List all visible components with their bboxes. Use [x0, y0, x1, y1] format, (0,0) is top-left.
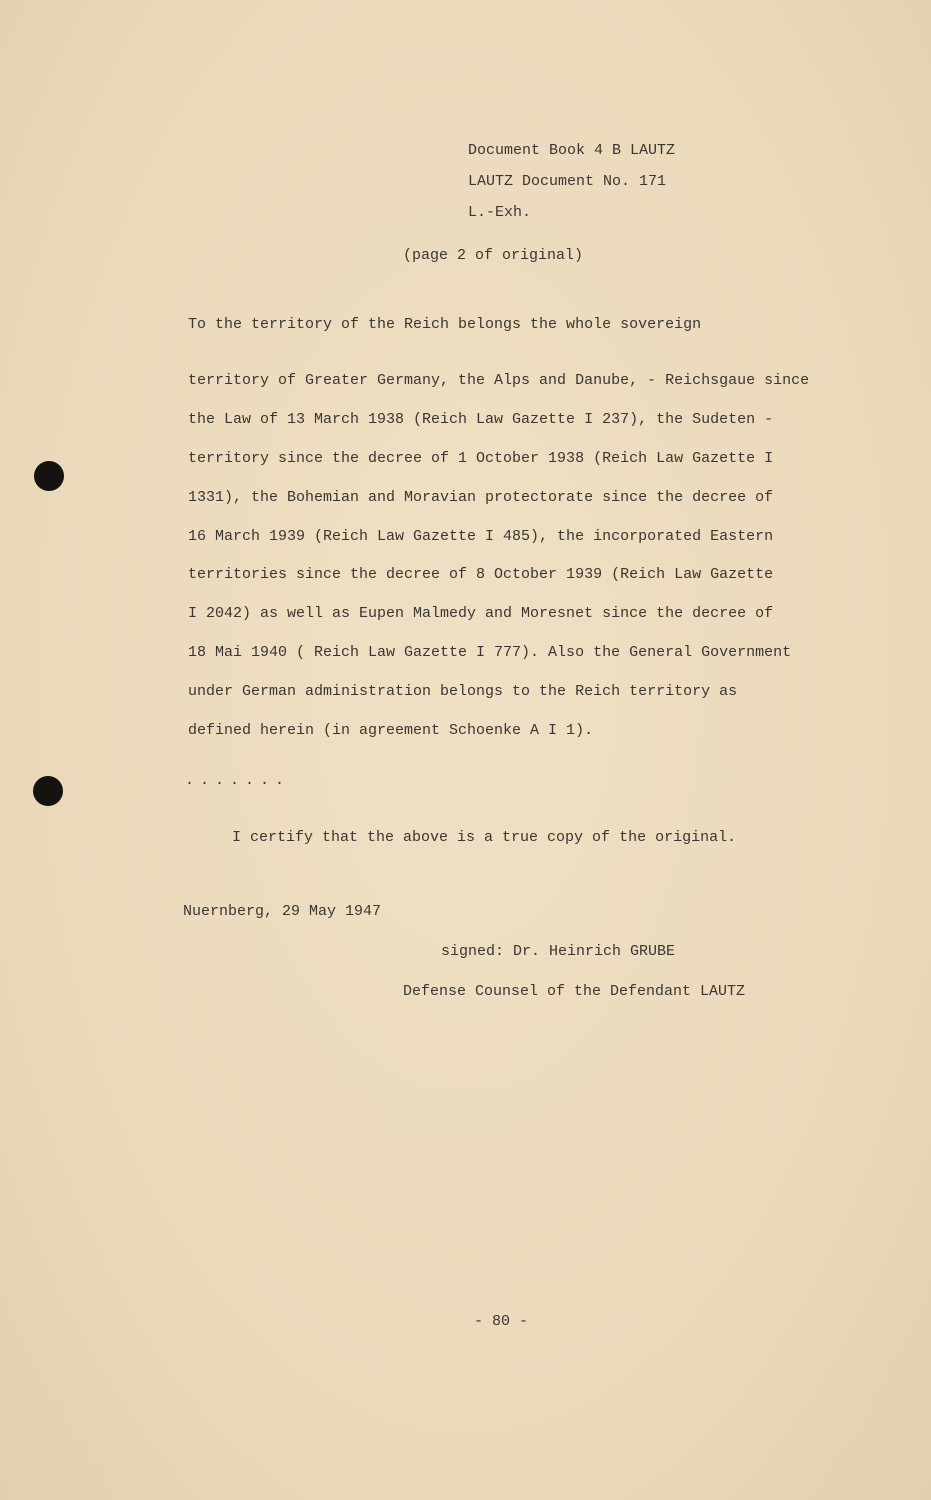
header-document-book: Document Book 4 B LAUTZ — [468, 142, 676, 159]
body-line: territory of Greater Germany, the Alps and Danube, - Reichsgaue since — [188, 372, 810, 389]
signature-line: signed: Dr. Heinrich GRUBE — [441, 943, 676, 960]
body-paragraph — [188, 362, 809, 751]
body-line: I 2042) as well as Eupen Malmedy and Moresnet since the decree of — [188, 605, 774, 623]
body-line: territories since the decree of 8 October 1939 (Reich Law Gazette — [188, 566, 774, 584]
signatory-title: Defense Counsel of the Defendant LAUTZ — [403, 983, 746, 1000]
original-page-reference: (page 2 of original) — [403, 247, 584, 264]
omission-dots: ....... — [185, 772, 291, 789]
body-line: territory since the decree of 1 October 1938 (Reich Law Gazette I — [188, 449, 774, 467]
body-line: 16 March 1939 (Reich Law Gazette I 485), the incorporated Eastern — [188, 527, 774, 545]
body-line: the Law of 13 March 1938 (Reich Law Gazette I 237), the Sudeten - — [188, 410, 774, 428]
body-line: under German administration belongs to the Reich territory as — [188, 683, 738, 701]
body-line: defined herein (in agreement Schoenke A I 1). — [188, 722, 594, 740]
certification-statement: I certify that the above is a true copy of the original. — [232, 829, 737, 846]
document-header — [468, 135, 675, 228]
place-and-date: Nuernberg, 29 May 1947 — [183, 903, 382, 920]
punch-hole-upper — [34, 461, 64, 491]
header-exhibit: L.-Exh. — [468, 204, 532, 221]
body-line: 18 Mai 1940 ( Reich Law Gazette I 777). Also the General Government — [188, 644, 792, 662]
body-first-line: To the territory of the Reich belongs the whole sovereign — [188, 316, 702, 333]
punch-hole-lower — [33, 776, 63, 806]
body-line: 1331), the Bohemian and Moravian protectorate since the decree of — [188, 488, 774, 506]
header-document-number: LAUTZ Document No. 171 — [468, 173, 667, 190]
page-number: - 80 - — [474, 1313, 529, 1330]
